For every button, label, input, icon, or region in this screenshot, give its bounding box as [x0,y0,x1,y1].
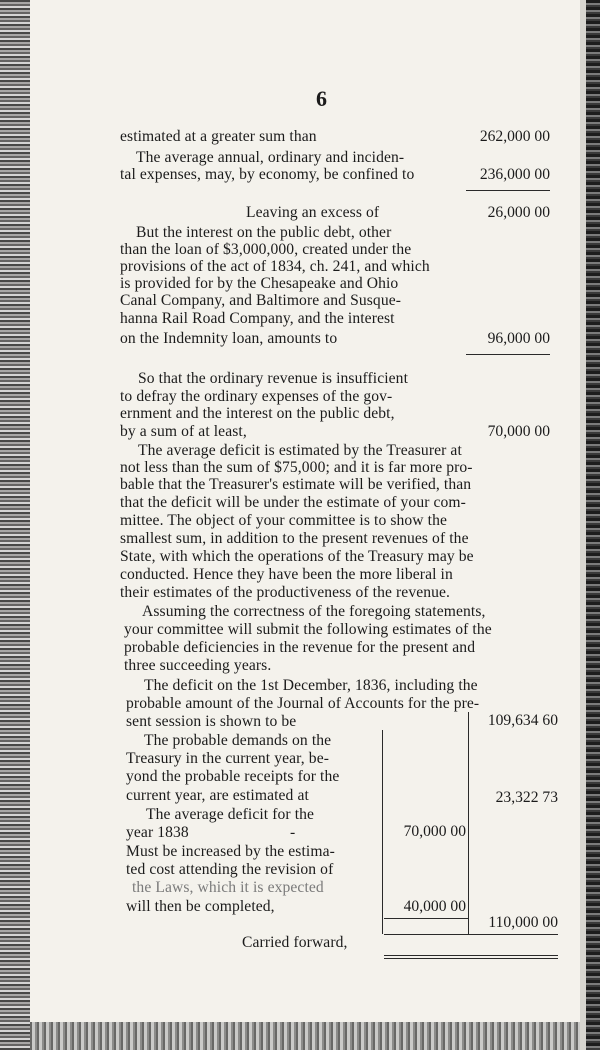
summary-line-3: tal expenses, may, by economy, be confined to [120,166,415,183]
interest-line-3: provisions of the act of 1834, ch. 241, and which [120,258,430,275]
demands-amount: 23,322 73 [495,789,558,806]
summary-line-4: Leaving an excess of [246,204,380,221]
deficit-line-5: mittee. The object of your committee is to show the [120,512,448,529]
carried-rule-top [384,934,558,935]
table-col-rule-2 [468,712,469,934]
page-number: 6 [316,86,327,111]
summary-amount-3: 236,000 00 [479,166,550,183]
summary-line-1: estimated at a greater sum than [120,128,317,145]
assuming-line-4: three succeeding years. [124,657,272,674]
interest-line-2: than the loan of $3,000,000, created under the [120,241,412,258]
demands-line-4: current year, are estimated at [126,787,309,804]
demands-line-1: The probable demands on the [144,732,332,749]
revenue-line-3: ernment and the interest on the public debt, [120,405,395,422]
deficit-line-4: that the deficit will be under the estimate of your com- [120,494,466,511]
deficit-line-8: conducted. Hence they have been the more liberal in [120,566,453,583]
interest-line-4: is provided for by the Chesapeake and Ohio [120,275,399,292]
interest-amount: 96,000 00 [487,330,550,347]
revision-line-4: will then be completed, [126,898,275,915]
interest-rule [466,354,550,355]
revision-line-1: Must be increased by the estima- [126,843,335,860]
avg-amount: 70,000 00 [403,823,466,840]
avg-line-2: year 1838 [126,824,189,841]
carried-rule-bottom-2 [384,958,558,959]
revenue-line-2: to defray the ordinary expenses of the gov- [120,388,393,405]
summary-amount-4: 26,000 00 [487,204,550,221]
deficit-line-1: The average deficit is estimated by the Treasurer at [138,442,462,459]
demands-line-2: Treasury in the current year, be- [126,750,330,767]
summary-amount-1: 262,000 00 [479,128,550,145]
interest-line-6: hanna Rail Road Company, and the interest [120,310,395,327]
deficit-line-9: their estimates of the productiveness of the revenue. [120,584,451,601]
table-col-rule-1 [382,730,383,934]
revenue-amount: 70,000 00 [487,423,550,440]
deficit-line-7: State, with which the operations of the Treasury may be [120,548,474,565]
table-intro-line-1: The deficit on the 1st December, 1836, including the [144,677,478,694]
table-intro-line-2: probable amount of the Journal of Accounts for the pre- [126,695,480,712]
deficit-line-3: bable that the Treasurer's estimate will be verified, than [120,476,472,493]
summary-rule [466,190,550,191]
interest-line-1: But the interest on the public debt, other [136,224,392,241]
revision-line-3: the Laws, which it is expected [132,879,324,896]
total-amount: 110,000 00 [488,914,558,931]
scan-edge-left [0,0,30,1050]
summary-line-2: The average annual, ordinary and inciden- [136,149,405,166]
assuming-line-3: probable deficiencies in the revenue for the present and [124,639,476,656]
table-intro-amount: 109,634 60 [487,712,558,729]
revision-line-2: ted cost attending the revision of [126,861,334,878]
demands-line-3: yond the probable receipts for the [126,768,340,785]
scan-edge-right [586,0,600,1050]
scan-edge-bottom [30,1022,580,1050]
assuming-line-2: your committee will submit the following estimates of the [124,621,492,638]
avg-dash: - [290,824,296,841]
assuming-line-1: Assuming the correctness of the foregoing statements, [142,603,486,620]
revenue-line-4: by a sum of at least, [120,423,247,440]
revenue-line-1: So that the ordinary revenue is insufficient [138,370,409,387]
avg-line-1: The average deficit for the [146,806,315,823]
carried-rule-bottom-1 [384,955,558,956]
revision-amount: 40,000 00 [403,898,466,915]
carried-forward: Carried forward, [242,934,348,951]
deficit-line-6: smallest sum, in addition to the present revenues of the [120,530,469,547]
interest-line-5: Canal Company, and Baltimore and Susque- [120,292,402,309]
revision-rule [384,918,468,919]
interest-line-7: on the Indemnity loan, amounts to [120,330,338,347]
table-intro-line-3: sent session is shown to be [126,713,297,730]
deficit-line-2: not less than the sum of $75,000; and it is far more pro- [120,459,473,476]
